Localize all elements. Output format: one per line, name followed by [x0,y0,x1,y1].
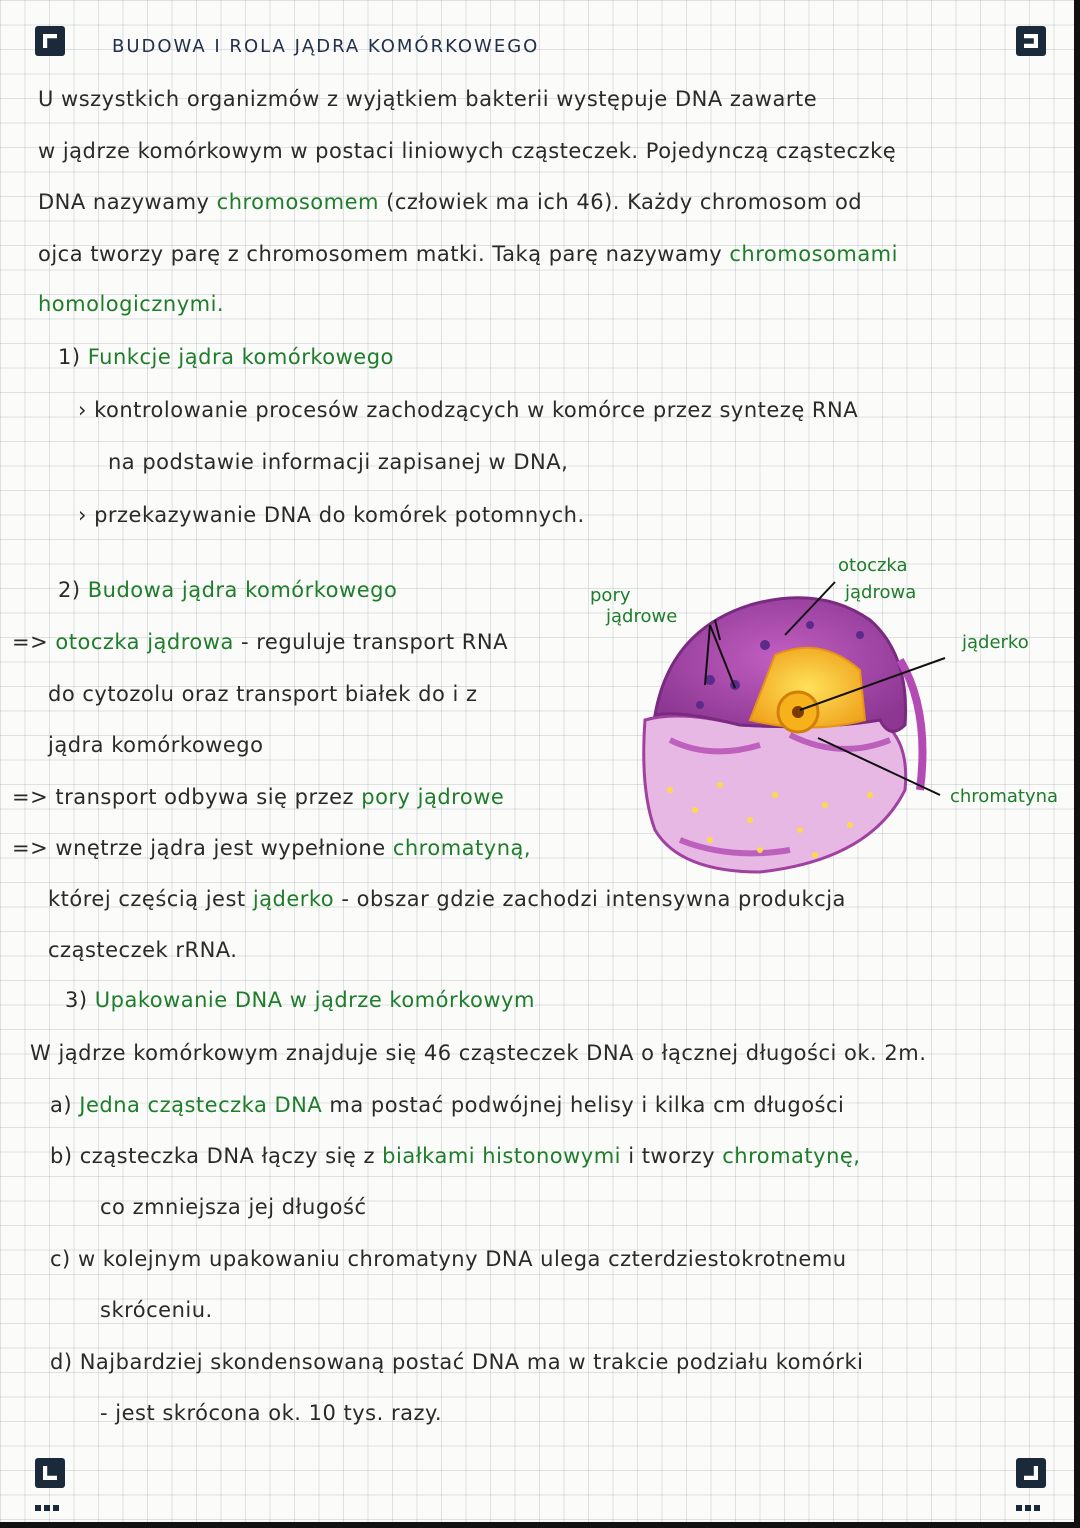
s1-bullet-2: › przekazywanie DNA do komórek potomnych. [78,503,585,527]
term-pory: pory jądrowe [361,785,505,809]
nucleolus-core [792,706,804,718]
term-chromatyna: chromatynę, [722,1144,861,1168]
term-chromosomy: chromosomami [729,242,898,266]
section-number: 2) [58,578,81,602]
s2-point-4 [48,887,846,911]
section-1-heading [58,345,394,369]
page-title: BUDOWA I ROLA JĄDRA KOMÓRKOWEGO [112,36,540,57]
term-jedna-czasteczka: Jedna cząsteczka DNA [79,1093,323,1117]
page-bottom-edge [0,1522,1080,1528]
section-number: 1) [58,345,81,369]
dots-marker-right-icon [1016,1496,1046,1502]
intro-line-3 [38,190,862,214]
section-3-heading [65,988,535,1012]
s3-item-d-cont: - jest skrócona ok. 10 tys. razy. [100,1401,443,1425]
s1-bullet-1: › kontrolowanie procesów zachodzących w komórce przez syntezę RNA [78,398,859,422]
arrow-icon: => [12,836,49,860]
item-text: ma postać podwójnej helisy i kilka cm długości [322,1093,845,1117]
s3-item-b [50,1144,861,1168]
label-chromatyna: chromatyna [950,786,1059,807]
s3-item-c [50,1247,847,1271]
arrow-icon: => [12,630,49,654]
label-pory-line-1: pory [590,585,631,606]
arrow-icon: => [12,785,49,809]
label-otoczka-line-2: jądrowa [845,582,917,603]
s3-intro: W jądrze komórkowym znajduje się 46 cząsteczek DNA o łącznej długości ok. 2m. [30,1041,927,1065]
label-pory-line-2: jądrowe [606,606,678,627]
intro-text: DNA nazywamy [38,190,217,214]
s2-point-1 [12,630,508,654]
s3-item-a [50,1093,844,1117]
intro-text: (człowiek ma ich 46). Każdy chromosom od [378,190,863,214]
term-jaderko: jąderko [252,887,335,911]
term-chromatyna: chromatyną, [392,836,532,860]
point-text: transport odbywa się przez [55,785,362,809]
corner-marker-bottom-right-icon [1016,1458,1046,1488]
s3-item-d [50,1350,863,1374]
section-title: Funkcje jądra komórkowego [87,345,394,369]
s3-item-c-cont: skróceniu. [100,1298,213,1322]
corner-marker-bottom-left-icon [35,1458,65,1488]
corner-marker-top-left-icon [35,26,65,56]
item-text: Najbardziej skondensowaną postać DNA ma w trakcie podziału komórki [79,1350,864,1374]
item-text: w kolejnym upakowaniu chromatyny DNA ulega czterdziestokrotnemu [77,1247,847,1271]
label-otoczka-line-1: otoczka [838,555,908,576]
item-label: a) [50,1093,73,1117]
item-text: i tworzy [621,1144,723,1168]
intro-line-1: U wszystkich organizmów z wyjątkiem bakterii występuje DNA zawarte [38,87,818,111]
section-number: 3) [65,988,88,1012]
section-2-heading [58,578,397,602]
intro-line-2: w jądrze komórkowym w postaci liniowych cząsteczek. Pojedynczą cząsteczkę [38,139,897,163]
item-label: b) [50,1144,73,1168]
s2-point-1-cont2: jądra komórkowego [48,733,264,757]
section-title: Upakowanie DNA w jądrze komórkowym [94,988,535,1012]
section-title: Budowa jądra komórkowego [87,578,398,602]
item-text: cząsteczka DNA łączy się z [79,1144,383,1168]
term-homologiczne: homologicznymi. [38,292,225,316]
point-text: - reguluje transport RNA [233,630,508,654]
label-jaderko: jąderko [962,632,1029,653]
point-text: - obszar gdzie zachodzi intensywna produkcja [334,887,846,911]
item-label: c) [50,1247,71,1271]
s2-point-1-cont: do cytozolu oraz transport białek do i z [48,682,478,706]
intro-text: ojca tworzy parę z chromosomem matki. Taką parę nazywamy [38,242,730,266]
item-label: d) [50,1350,73,1374]
s2-point-2 [12,785,504,809]
term-otoczka: otoczka jądrowa [55,630,234,654]
corner-marker-top-right-icon [1016,26,1046,56]
intro-line-4 [38,242,898,266]
s2-point-3 [12,836,531,860]
point-text: której częścią jest [48,887,253,911]
term-chromosom: chromosomem [216,190,379,214]
s3-item-b-cont: co zmniejsza jej długość [100,1195,367,1219]
term-bialka-histonowe: białkami histonowymi [382,1144,622,1168]
s1-bullet-1-cont: na podstawie informacji zapisanej w DNA, [108,450,569,474]
point-text: wnętrze jądra jest wypełnione [55,836,393,860]
dots-marker-left-icon [35,1496,65,1502]
s2-point-5: cząsteczek rRNA. [48,938,238,962]
